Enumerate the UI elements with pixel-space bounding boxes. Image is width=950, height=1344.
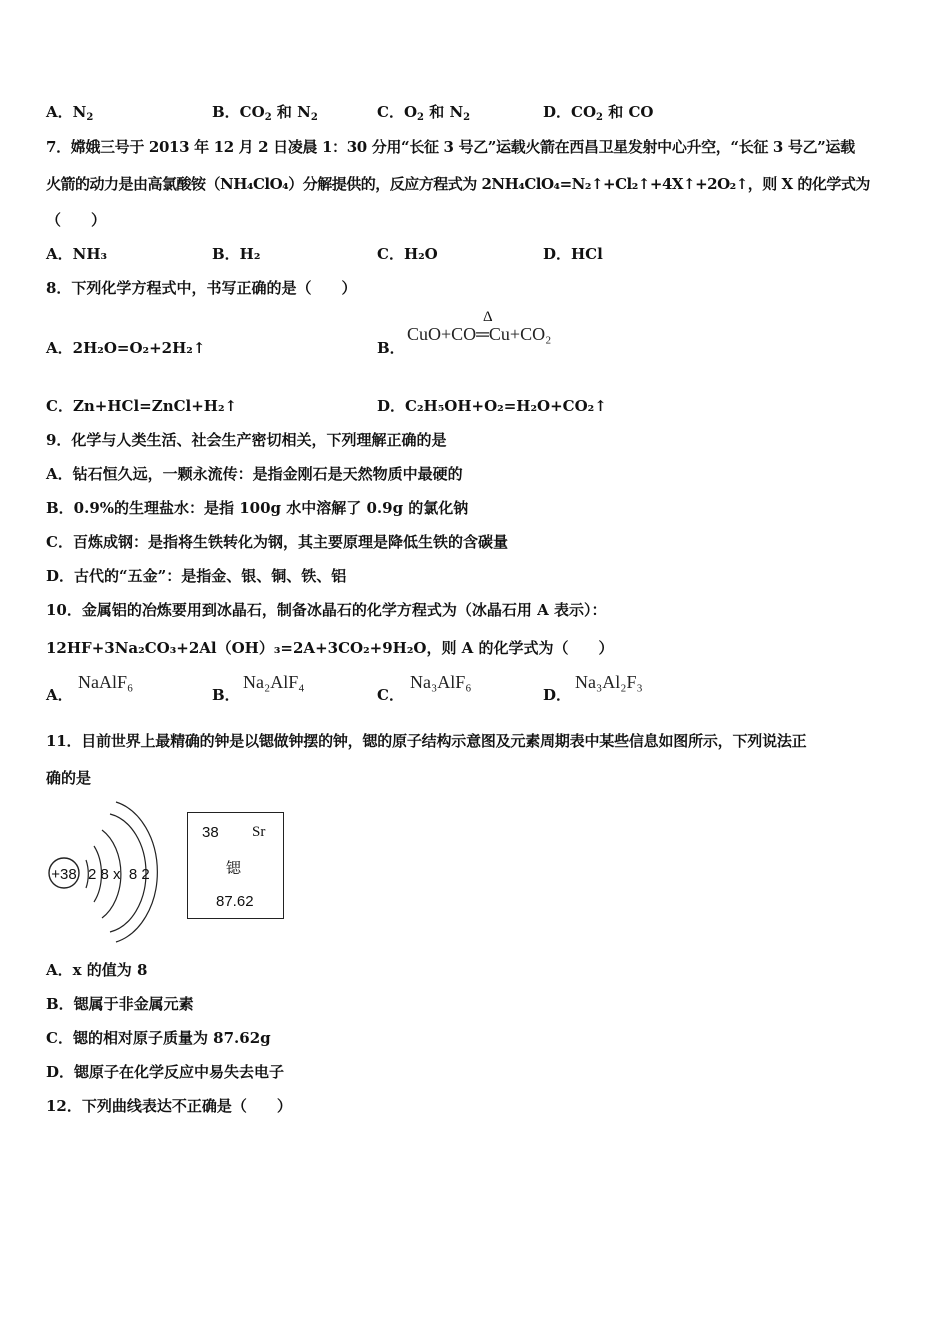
nucleus-charge: +38 (51, 866, 77, 883)
q8-option-b-label: B． (377, 339, 405, 357)
atomic-mass: 87.62 (216, 893, 254, 910)
q6-option-d: D．$CO_2$ 和 CO (543, 103, 654, 123)
q11-option-d: D．锶原子在化学反应中易失去电子 (46, 1063, 285, 1081)
q10-option-d-formula: Na₃Al₂F₃ (575, 672, 643, 692)
q7-option-b: B．H₂ (212, 245, 261, 263)
q7-stem-line2: 火箭的动力是由高氯酸铵（NH₄ClO₄）分解提供的，反应方程式为 2NH₄ClO₄=N₂↑+Cl₂↑+4X↑+2O₂↑，则 X 的化学式为 (46, 175, 870, 193)
q9-option-b: B．0.9%的生理盐水：是指 100g 水中溶解了 0.9g 的氯化钠 (46, 499, 469, 517)
q10-option-b-label: B． (212, 686, 240, 704)
q7-stem-line1: 7．嫦娥三号于 2013 年 12 月 2 日凌晨 1：30 分用“长征 3 号乙”运载火箭在西昌卫星发射中心升空，“长征 3 号乙”运载 (46, 138, 855, 156)
q10-equation: 12HF+3Na₂CO₃+2Al（OH）₃=2A+3CO₂+9H₂O，则 A 的化学式为（ ） (46, 639, 614, 657)
q6-option-a: A．$N_2$ (46, 103, 94, 123)
q10-stem: 10．金属铝的冶炼要用到冰晶石，制备冰晶石的化学方程式为（冰晶石用 A 表示）： (46, 601, 607, 619)
q11-stem-line2: 确的是 (46, 769, 92, 787)
q7-option-c: C．H₂O (377, 245, 438, 263)
strontium-atom-diagram (44, 798, 174, 944)
q9-option-d: D．古代的“五金”：是指金、银、铜、铁、铝 (46, 567, 347, 585)
q9-option-c: C．百炼成钢：是指将生铁转化为钢，其主要原理是降低生铁的含碳量 (46, 533, 508, 551)
q10-option-d-label: D． (543, 686, 572, 704)
q10-option-a-label: A． (46, 686, 73, 704)
q8-option-c: C．Zn+HCl=ZnCl+H₂↑ (46, 397, 238, 415)
element-name: 锶 (226, 859, 242, 877)
q8-option-b-formula: CuO+CO═Cu+CO₂ (407, 324, 552, 344)
q11-option-a: A．x 的值为 8 (46, 961, 148, 979)
q8-option-b-delta: Δ (483, 309, 493, 325)
q9-stem: 9．化学与人类生活、社会生产密切相关，下列理解正确的是 (46, 431, 447, 449)
q10-option-a-formula: NaAlF₆ (78, 672, 134, 692)
atomic-number: 38 (202, 824, 219, 841)
q10-option-c-formula: Na₃AlF₆ (410, 672, 472, 692)
q7-option-d: D．HCl (543, 245, 603, 263)
q7-option-a: A．NH₃ (46, 245, 108, 263)
q12-stem: 12．下列曲线表达不正确是（ ） (46, 1097, 292, 1115)
q8-option-a: A．2H₂O=O₂+2H₂↑ (46, 339, 206, 357)
q6-option-c: C．$O_2$ 和 $N_2$ (377, 103, 471, 123)
q7-stem-line3: （ ） (46, 211, 107, 229)
q8-option-d: D．C₂H₅OH+O₂=H₂O+CO₂↑ (377, 397, 607, 415)
q10-option-c-label: C． (377, 686, 404, 704)
q6-option-b: B．$CO_2$ 和 $N_2$ (212, 103, 318, 123)
electron-shell-numbers: 2 8 x 8 2 (88, 866, 150, 883)
q10-option-b-formula: Na₂AlF₄ (243, 672, 305, 692)
q11-option-c: C．锶的相对原子质量为 87.62g (46, 1029, 271, 1047)
q9-option-a: A．钻石恒久远，一颗永流传：是指金刚石是天然物质中最硬的 (46, 465, 463, 483)
element-symbol: Sr (252, 824, 266, 840)
q11-option-b: B．锶属于非金属元素 (46, 995, 194, 1013)
q8-stem: 8．下列化学方程式中，书写正确的是（ ） (46, 279, 357, 297)
element-card (187, 812, 284, 919)
q11-stem-line1: 11．目前世界上最精确的钟是以锶做钟摆的钟，锶的原子结构示意图及元素周期表中某些信息如图所示，下列说法正 (46, 732, 807, 750)
